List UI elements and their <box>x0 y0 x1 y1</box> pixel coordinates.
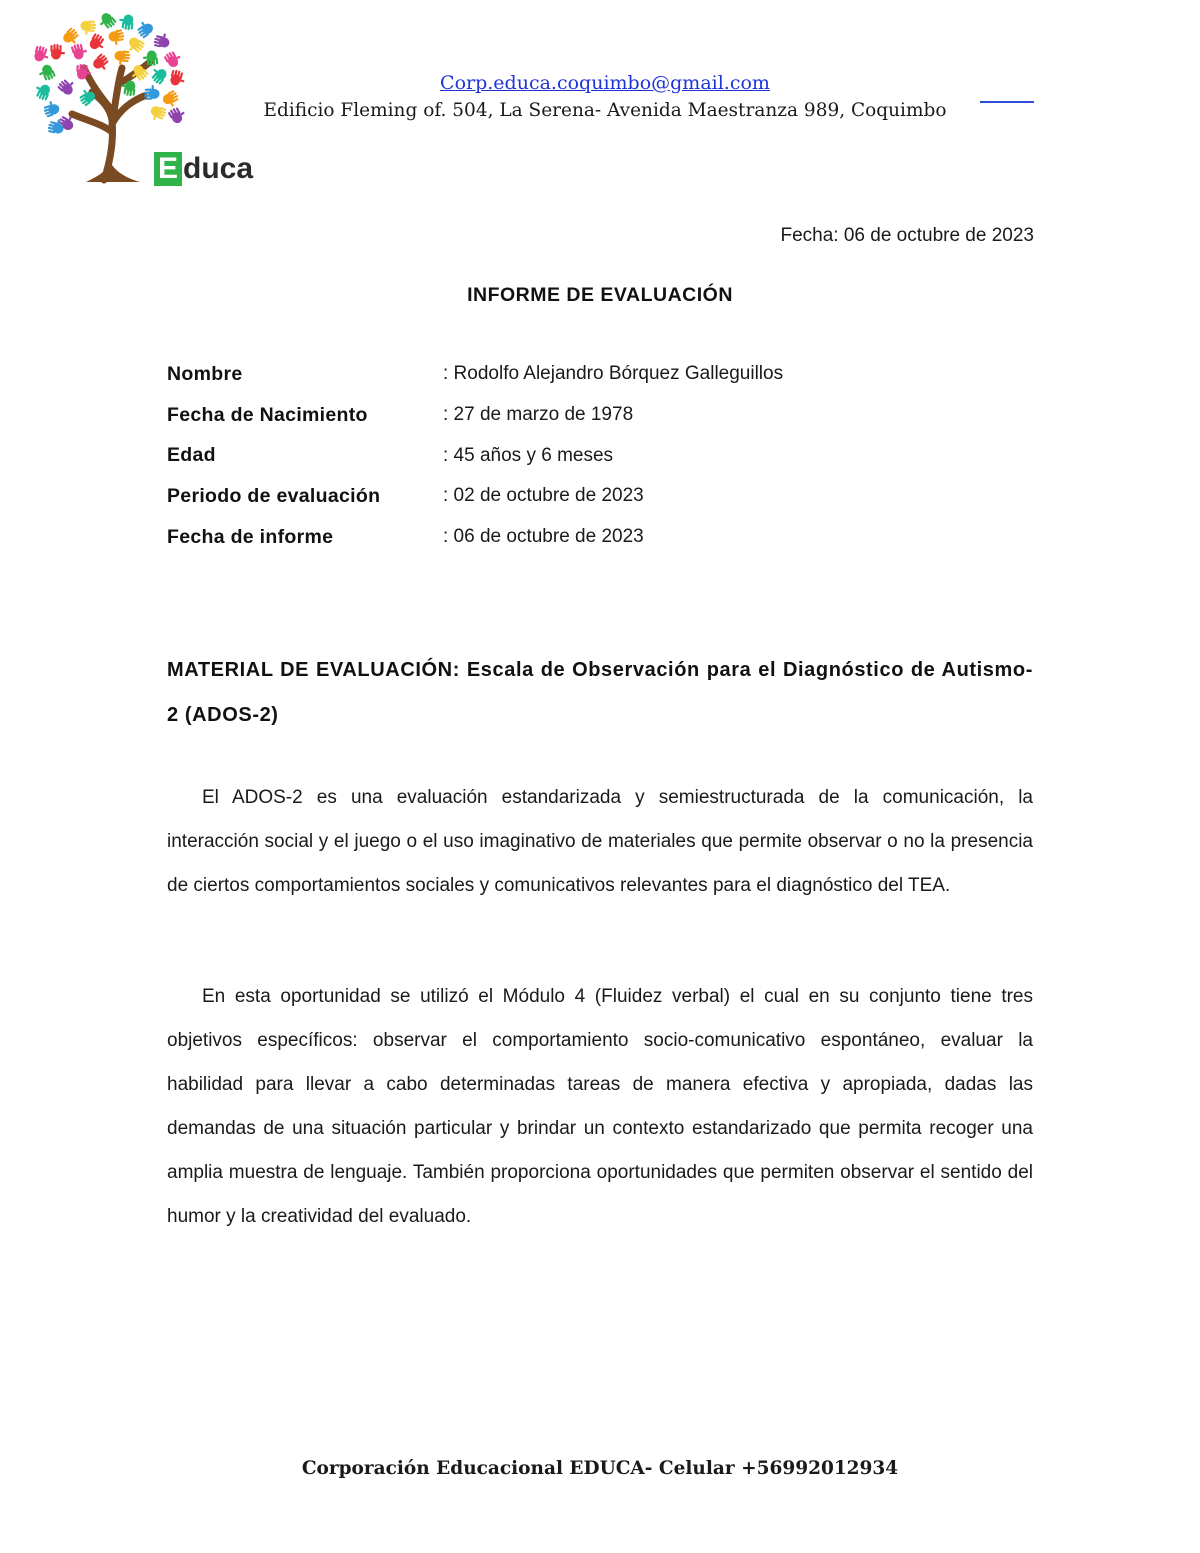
hand-print-icon <box>153 32 171 50</box>
hand-print-icon <box>118 13 135 30</box>
hand-print-icon <box>108 29 126 46</box>
info-value: : 27 de marzo de 1978 <box>443 404 634 426</box>
info-label: Fecha de Nacimiento <box>167 403 368 426</box>
page-title: INFORME DE EVALUACIÓN <box>467 284 733 306</box>
info-value: : 06 de octubre de 2023 <box>443 526 644 548</box>
header-email-link[interactable]: Corp.educa.coquimbo@gmail.com <box>440 72 770 94</box>
hand-print-icon <box>50 44 65 60</box>
educa-logo <box>26 12 254 185</box>
footer-contact: Corporación Educacional EDUCA- Celular +56992012934 <box>301 1458 899 1479</box>
hand-print-icon <box>80 20 96 36</box>
info-row-name <box>167 354 1037 395</box>
logo-rest: duca <box>183 152 254 185</box>
info-value: : 02 de octubre de 2023 <box>443 485 644 507</box>
info-row-age <box>167 435 1037 476</box>
info-value: : 45 años y 6 meses <box>443 444 614 466</box>
hand-print-icon <box>87 32 108 53</box>
material-heading: MATERIAL DE EVALUACIÓN: Escala de Observación para el Diagnóstico de Autismo-2 (ADOS-2) <box>167 659 1033 726</box>
hand-print-icon <box>71 42 89 61</box>
hand-print-icon <box>114 50 131 66</box>
info-label: Edad <box>167 444 216 467</box>
info-row-period <box>167 476 1037 517</box>
report-date: Fecha: 06 de octubre de 2023 <box>780 225 1034 246</box>
info-row-report-date <box>167 517 1037 558</box>
logo-initial: E <box>154 152 182 186</box>
patient-info <box>167 354 1037 557</box>
hand-print-icon <box>91 52 112 73</box>
header-address: Edificio Fleming of. 504, La Serena- Avenida Maestranza 989, Coquimbo <box>263 100 947 121</box>
hand-print-icon <box>134 18 155 39</box>
logo-wordmark <box>154 152 253 186</box>
info-row-birthdate <box>167 395 1037 436</box>
info-label: Nombre <box>167 362 243 385</box>
hand-print-icon <box>163 49 183 70</box>
info-label: Fecha de informe <box>167 525 334 548</box>
paragraph-module-description: En esta oportunidad se utilizó el Módulo 4 (Fluidez verbal) el cual en su conjunto tiene tres objetivos específicos: observar el comportamiento socio-comunicativo espontáneo, evaluar la habilidad para llevar a cabo determinadas tareas de manera efectiva y apropiada, dadas las demandas de una situación particular y brindar un contexto estandarizado que permita recoger una amplia muestra de lenguaje. También proporciona oportunidades que permiten observar el sentido del humor y la creatividad del evaluado. <box>167 986 1033 1227</box>
hand-print-icon <box>96 12 117 32</box>
hand-print-icon <box>61 26 82 47</box>
paragraph-ados-description: El ADOS-2 es una evaluación estandarizada y semiestructurada de la comunicación, la interacción social y el juego o el uso imaginativo de materiales que permite observar o no la presencia de ciertos comportamientos sociales y comunicativos relevantes para el diagnóstico del TEA. <box>167 787 1033 896</box>
info-label: Periodo de evaluación <box>167 484 381 507</box>
hand-print-icon <box>32 45 50 64</box>
info-value: : Rodolfo Alejandro Bórquez Galleguillos <box>443 363 784 385</box>
header-rule <box>980 101 1034 103</box>
